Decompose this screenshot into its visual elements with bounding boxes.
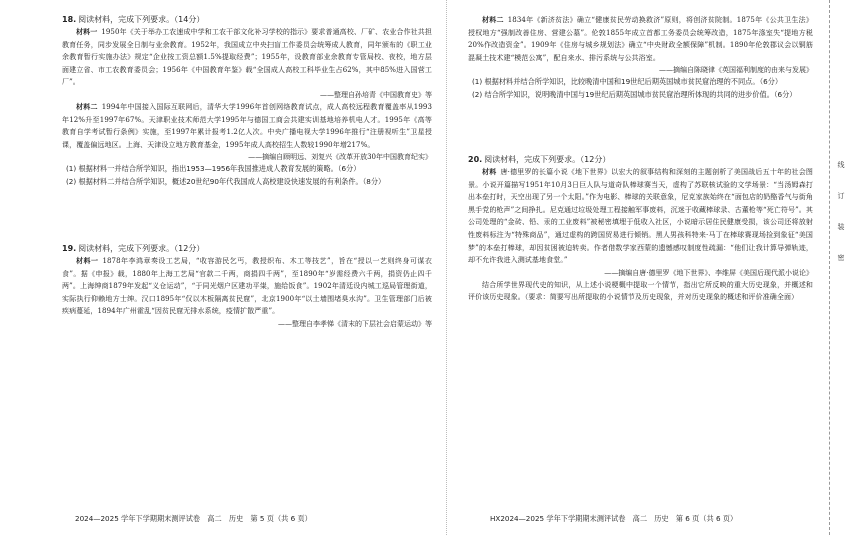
q18-material-1 bbox=[62, 26, 432, 89]
binding-line bbox=[829, 0, 830, 535]
binding-char-4: 密 bbox=[837, 254, 845, 262]
left-page-footer: 2024—2025 学年下学期期末测评试卷 高二 历史 第 5 页（共 6 页） bbox=[75, 514, 312, 523]
q19-m2-source: ——摘编自陈晓律《英国福利制度的由来与发展》 bbox=[659, 66, 813, 75]
q19-number: 19. bbox=[62, 243, 77, 253]
q18-task-2: (2) 根据材料二并结合所学知识，概述20世纪90年代我国成人高校建设快速发展的有利条件。（8分） bbox=[66, 177, 386, 187]
binding-char-1: 线 bbox=[837, 161, 845, 169]
left-page bbox=[62, 14, 432, 330]
question-20 bbox=[468, 154, 813, 304]
q19-heading bbox=[62, 243, 432, 254]
q20-m-label: 材料 bbox=[482, 167, 497, 176]
q18-m2-text: 1994年中国接入国际互联网后，清华大学1996年首创网络教育试点，成人高校远程教育覆盖率从1993年12%升至1997年67%。天津职业技术师范大学1995年与德国工商会共建实训基地培养机电人才。1995年《高等教育自学考试暂行条例》实施，至1997年累计报考1.2亿人次。中央广播电视大学1996年推行“注册视听生”卫星授课，覆盖偏远地区。上海、天津设立地方教育基金，1995年成人高校招生人数较1990年增217%。 bbox=[62, 102, 432, 149]
q19-material-2 bbox=[468, 14, 813, 64]
q19-m2-text: 1834年《新济贫法》确立“健康贫民劳动换救济”原则，将创济贫院制。1875年《公共卫生法》授权地方“强制改善住房、营建公墓”。伦敦1855年成立首都工务委员会统筹改造，1875年涤室失“提地方税20%作改造资金”。1909年《住房与城乡规划法》确立“中央财政全额保障”机制。1890年伦敦郡议会以铜筋混凝土技术建“模范公寓”，配自来水、排污系统与公共浴室。 bbox=[468, 16, 813, 62]
q18-m1-source: ——整理自孙培青《中国教育史》等 bbox=[320, 90, 432, 99]
q18-material-2 bbox=[62, 101, 432, 151]
q20-number: 20. bbox=[468, 154, 483, 164]
binding-char-3: 装 bbox=[837, 223, 845, 231]
q19-task-1: (1) 根据材料并结合所学知识，比较晚清中国和19世纪后期英国城市贫民窟治理的不同点。（6分） bbox=[472, 77, 783, 87]
q19-m1-text: 1878年李鸿章奏设工艺局，“收容游民乞丐，教授织布、木工等技艺”，旨在“授以一艺则终身可谋衣食”。据《申报》载，1880年上海工艺局“官款二千两，商捐四千两”，至1890年“岁需经费六千两，捐资仍止四千两”。上海绅商1879年发起“义仓运动”，“于同光烟户区建功平粜，施给饭食”。1902年清廷设内城工巡局管理街道，实际执行仰赖地方士绅。汉口1895年“仅以木板隔离贫民窟”，北京1900年“以土墙围堵臭水沟”。卫生管理部门后被疾病蔓延，1894年广州霍乱“因贫民窟无排水系统，疫情扩散严重”。 bbox=[62, 256, 432, 316]
q18-heading-text: 阅读材料，完成下列要求。（14分） bbox=[78, 15, 205, 24]
q20-material bbox=[468, 166, 813, 267]
q18-m2-label: 材料二 bbox=[76, 102, 98, 111]
q18-m1-label: 材料一 bbox=[76, 28, 98, 36]
q18-heading bbox=[62, 14, 432, 25]
q19-m2-label: 材料二 bbox=[482, 16, 504, 24]
binding-marks bbox=[834, 150, 848, 274]
q20-heading bbox=[468, 154, 813, 165]
q18-m1-text: 1950年《关于举办工农速成中学和工农干部文化补习学校的指示》要求普通高校、厂矿、农业合作社共担教育任务，同步发展全日制与业余教育。1952年，我国成立中央扫盲工作委员会统筹成人教育，同年颁布的《职工业余教育暂行实施办法》规定“企业按工资总额1.5%提取经费”；1955年，设教育部业余教育专管局校、夜校，地方层面建立省、市工农教育委员会；1956年《中国教育年鉴》载“全国成人高校工科毕业生占62%，其中85%进入国营工厂”。 bbox=[62, 28, 432, 87]
q19-task-2: (2) 结合所学知识，说明晚清中国与19世纪后期英国城市贫民窟治理所体现的共同的进步价值。（6分） bbox=[472, 90, 797, 100]
q20-m-text: 唐·德里罗的长篇小说《地下世界》以宏大的叙事结构和深刻的主题剖析了美国战后五十年的社会图景。小说开篇描写1951年10月3日巨人队与道奇队棒球赛当天，虚构了苏联核试验的文学场景：“当汤姆森打出本垒打时，天空出现了另一个太阳。”作为电影、棒球的关联意象，尼克家族始终在“面包店的奶酪香气与街角黑手党的枪声”之间挣扎。尼克通过垃圾处理工程接触军事废料，沉迷于收藏棒球录、古董枪等“死亡符号”。其公司处理的“金砖、铅、汞的工业废料”被秘密填埋于低收入社区，小说暗示居住民健康受损，该公司还将放射性废料标注为“特殊商品”，通过虚构的跨国贸易进行倾销。黑人男孩科特来·马丁在棒球赛现场捡到象征“美国梦”的本垒打棒球，却因贫困被迫转卖。作者借数学家西蒙的遗憾感叹制度性疏漏：“他们让我计算导弹轨迹，却不允许我进入测试基地食堂。” bbox=[468, 167, 814, 265]
question-19 bbox=[62, 243, 432, 330]
center-divider bbox=[446, 0, 447, 535]
question-18 bbox=[62, 14, 432, 189]
q18-m2-source: ——摘编自顾明远、刘复兴《改革开放30年中国教育纪实》 bbox=[248, 153, 432, 162]
q20-m-source: ——摘编自唐·德里罗《地下世界》、李维屏《美国后现代派小说论》 bbox=[604, 268, 813, 277]
q18-task-1: (1) 根据材料一并结合所学知识，指出1953—1956年我国推进成人教育发展的策略。（6分） bbox=[66, 164, 361, 174]
q18-number: 18. bbox=[62, 15, 77, 24]
q19-m1-source: ——整理自李孝悌《清末的下层社会启蒙运动》等 bbox=[278, 319, 432, 328]
q19-material-1 bbox=[62, 255, 432, 318]
right-page-footer: HX2024—2025 学年下学期期末测评试卷 高二 历史 第 6 页（共 6 页） bbox=[490, 514, 738, 523]
q20-heading-text: 阅读材料，完成下列要求。（12分） bbox=[484, 154, 611, 164]
right-page bbox=[468, 14, 813, 304]
q19-m1-label: 材料一 bbox=[76, 256, 99, 265]
question-19-continued bbox=[468, 14, 813, 102]
q20-task: 结合所学世界现代史的知识，从上述小说梗概中提取一个情节，指出它所反映的重大历史现象，并概述和评价该历史现象。（要求：简要写出所提取的小说情节及历史现象，并对历史现象的概述和评价准确全面） bbox=[468, 280, 813, 302]
binding-char-2: 订 bbox=[837, 192, 845, 200]
q19-heading-text: 阅读材料，完成下列要求。（12分） bbox=[78, 243, 205, 253]
